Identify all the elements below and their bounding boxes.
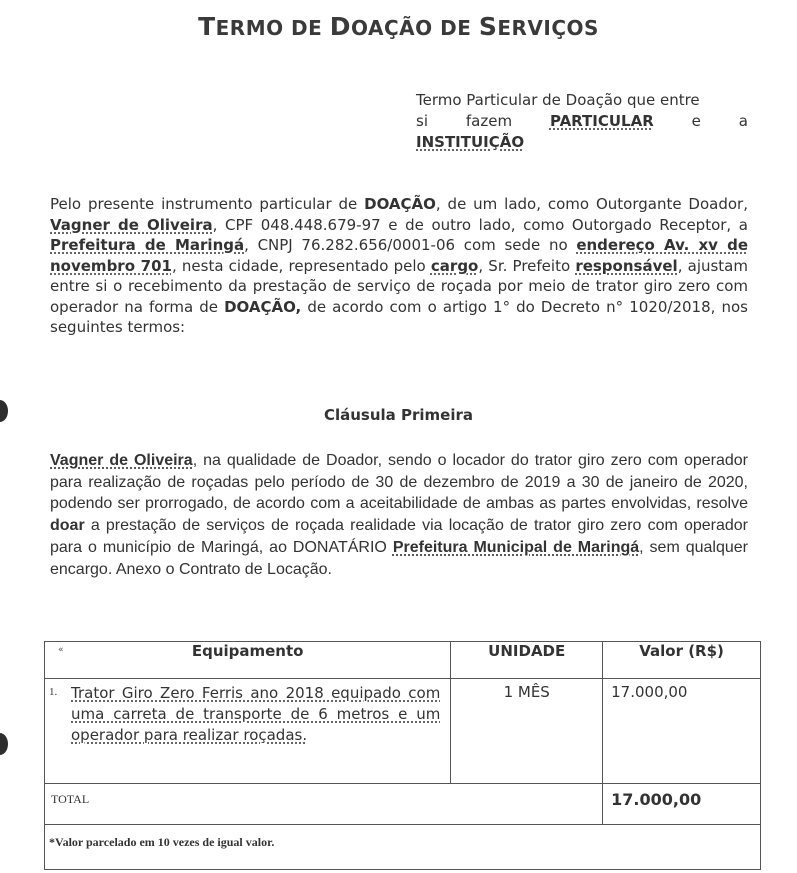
payment-note: *Valor parcelado em 10 vezes de igual valor.	[45, 825, 761, 870]
doacao-term: DOAÇÃO	[364, 195, 436, 213]
intro-word: e	[691, 112, 701, 130]
cargo-term: cargo	[430, 256, 479, 275]
intro-line-3	[416, 132, 748, 153]
clause-heading: Cláusula Primeira	[323, 406, 474, 424]
equipment-table	[44, 641, 761, 870]
total-label: TOTAL	[45, 784, 603, 825]
donatario-name: Prefeitura Municipal de Maringá	[392, 538, 640, 556]
item-description: Trator Giro Zero Ferris ano 2018 equipado com uma carreta de transporte de 6 metros e um operador para realizar roçadas.	[71, 684, 441, 744]
donor-name: Vagner de Oliveira	[50, 215, 213, 234]
intro-word: fazem	[465, 112, 513, 130]
receiver-address: endereço Av. xv de novembro 701	[50, 236, 748, 275]
binder-hole-mark	[0, 733, 8, 755]
table-header-row	[45, 642, 761, 679]
col-header-value: Valor (R$)	[603, 642, 761, 679]
intro-word: a	[738, 112, 748, 130]
item-cell	[45, 679, 451, 784]
total-value: 17.000,00	[603, 784, 761, 825]
intro-word: si	[416, 112, 428, 130]
preamble-paragraph: Pelo presente instrumento particular de DOAÇÃO, de um lado, como Outorgante Doador, Vagner de Oliveira, CPF 048.448.679-97 e de outro lado, como Outorgado Receptor, a Prefeitura de Maringá, CNPJ 76.282.656/0001-06 com sede no endereço Av. xv de novembro 701, nesta cidade, representado pelo cargo, Sr. Prefeito responsável, ajustam entre si o recebimento da prestação de serviço de roçada por meio de trator giro zero com operador na forma de DOAÇÃO, de acordo com o artigo 1° do Decreto n° 1020/2018, nos seguintes termos:	[50, 195, 748, 336]
item-value: 17.000,00	[603, 679, 761, 784]
receiver-name: Prefeitura de Maringá	[50, 236, 245, 254]
note-row	[45, 825, 761, 870]
donor-name: Vagner de Oliveira	[50, 452, 193, 469]
doar-term: doar	[50, 517, 85, 535]
intro-line-1: Termo Particular de Doação que entre	[416, 91, 700, 109]
total-row	[45, 784, 761, 825]
responsavel-term: responsável	[575, 256, 678, 275]
doacao-term: DOAÇÃO,	[224, 297, 302, 316]
col-header-unit: UNIDADE	[451, 642, 603, 679]
col-header-equipment: Equipamento	[45, 642, 451, 679]
clause-paragraph: Vagner de Oliveira, na qualidade de Doador, sendo o locador do trator giro zero com operador para realização de roçadas pelo período de 30 de dezembro de 2019 a 30 de janeiro de 2020, podendo ser prorrogado, de acordo com a aceitabilidade de ambas as partes envolvidas, resolve doar a prestação de serviços de roçada realidade via locação de trator giro zero com operador para o município de Maringá, ao DONATÁRIO Prefeitura Municipal de Maringá, sem qualquer encargo. Anexo o Contrato de Locação.	[50, 452, 749, 578]
item-number: 1.	[49, 686, 58, 698]
item-unit: 1 MÊS	[451, 679, 603, 784]
document-title: TERMO DE DOAÇÃO DE SERVIÇOS	[198, 12, 599, 41]
intro-instituicao: INSTITUIÇÃO	[416, 133, 525, 151]
intro-summary	[416, 90, 748, 153]
intro-line-2	[416, 111, 748, 132]
table-corner-mark: «	[58, 645, 64, 655]
table-row	[45, 679, 761, 784]
intro-particular: PARTICULAR	[549, 112, 654, 130]
